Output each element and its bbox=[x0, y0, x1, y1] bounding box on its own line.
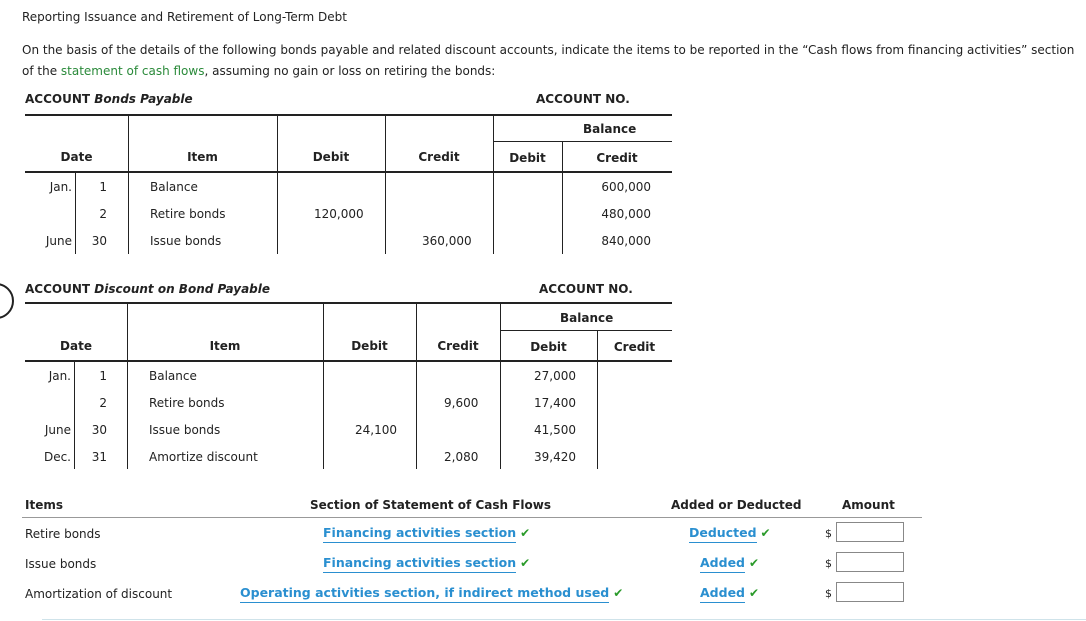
row-balance-debit: 17,400 bbox=[534, 396, 576, 410]
row-item: Balance bbox=[150, 180, 198, 194]
check-icon: ✔ bbox=[760, 526, 771, 540]
col-item: Item bbox=[187, 150, 218, 164]
ledger-rule bbox=[277, 116, 278, 254]
added-value: Added bbox=[700, 585, 745, 603]
ledger-rule bbox=[25, 114, 672, 116]
row-balance-credit: 600,000 bbox=[601, 180, 651, 194]
row-balance-credit: 840,000 bbox=[601, 234, 651, 248]
discount-account-name: Discount on Bond Payable bbox=[94, 282, 271, 296]
statement-of-cash-flows-link[interactable]: statement of cash flows bbox=[60, 64, 205, 78]
check-icon: ✔ bbox=[520, 526, 531, 540]
added-select-amortization[interactable] bbox=[700, 585, 759, 600]
check-icon: ✔ bbox=[613, 586, 624, 600]
currency-symbol: $ bbox=[825, 587, 832, 600]
row-item: Retire bonds bbox=[150, 207, 226, 221]
ledger-rule bbox=[127, 304, 128, 469]
row-month: Jan. bbox=[48, 369, 71, 383]
row-item: Retire bonds bbox=[149, 396, 225, 410]
ledger-rule bbox=[416, 304, 417, 469]
row-balance-debit: 27,000 bbox=[534, 369, 576, 383]
section-value: Financing activities section bbox=[323, 525, 516, 543]
row-debit: 120,000 bbox=[314, 207, 364, 221]
row-credit: 360,000 bbox=[422, 234, 472, 248]
row-balance-credit: 480,000 bbox=[601, 207, 651, 221]
row-day: 30 bbox=[91, 423, 107, 437]
ledger-rule bbox=[493, 116, 494, 254]
row-item: Balance bbox=[149, 369, 197, 383]
row-item: Issue bonds bbox=[150, 234, 222, 248]
row-day: 2 bbox=[99, 396, 107, 410]
ledger-rule bbox=[323, 304, 324, 469]
row-item: Amortize discount bbox=[149, 450, 258, 464]
bonds-account-name: Bonds Payable bbox=[94, 92, 193, 106]
answer-item-retire-bonds: Retire bonds bbox=[25, 527, 101, 541]
row-month: June bbox=[44, 423, 71, 437]
page-title: Reporting Issuance and Retirement of Long-Term Debt bbox=[22, 10, 347, 24]
row-day: 31 bbox=[91, 450, 107, 464]
bottom-rule bbox=[42, 619, 1086, 620]
answers-col-items: Items bbox=[25, 498, 63, 512]
section-select-amortization[interactable] bbox=[240, 585, 623, 600]
answers-col-added: Added or Deducted bbox=[671, 498, 802, 512]
col-balance-debit: Debit bbox=[530, 340, 567, 354]
row-balance-debit: 39,420 bbox=[534, 450, 576, 464]
added-value: Added bbox=[700, 555, 745, 573]
amount-input-issue-bonds[interactable] bbox=[836, 552, 904, 572]
added-select-retire-bonds[interactable] bbox=[689, 525, 771, 540]
instructions-text-1: On the basis of the details of the following bonds payable and related discount accounts, indicate the items to be reported in the “Cash flows from financing activities” section of the bbox=[22, 43, 1075, 78]
row-month: June bbox=[45, 234, 72, 248]
answers-header-rule bbox=[22, 517, 922, 518]
row-day: 30 bbox=[91, 234, 107, 248]
check-icon: ✔ bbox=[749, 586, 760, 600]
currency-symbol: $ bbox=[825, 557, 832, 570]
row-day: 1 bbox=[99, 180, 107, 194]
answer-item-amortization: Amortization of discount bbox=[25, 587, 173, 601]
amount-input-amortization[interactable] bbox=[836, 582, 904, 602]
check-icon: ✔ bbox=[520, 556, 531, 570]
col-balance: Balance bbox=[583, 122, 637, 136]
row-debit: 24,100 bbox=[355, 423, 397, 437]
account-label: ACCOUNT bbox=[25, 92, 91, 106]
ledger-rule bbox=[493, 141, 672, 142]
col-balance-credit: Credit bbox=[613, 340, 656, 354]
section-value: Operating activities section, if indirect method used bbox=[240, 585, 609, 603]
ledger-rule bbox=[385, 116, 386, 254]
bonds-account-header bbox=[25, 92, 193, 106]
col-item: Item bbox=[209, 339, 241, 353]
row-month: Jan. bbox=[49, 180, 72, 194]
row-balance-debit: 41,500 bbox=[534, 423, 576, 437]
instructions-text-2: , assuming no gain or loss on retiring the bonds: bbox=[204, 64, 496, 78]
circle-marker bbox=[0, 283, 14, 319]
row-day: 1 bbox=[99, 369, 107, 383]
col-balance-credit: Credit bbox=[596, 151, 638, 165]
col-debit: Debit bbox=[312, 150, 350, 164]
col-balance-debit: Debit bbox=[509, 151, 546, 165]
row-month: Dec. bbox=[43, 450, 71, 464]
ledger-rule bbox=[25, 171, 672, 173]
ledger-rule bbox=[500, 304, 501, 469]
col-balance: Balance bbox=[560, 311, 614, 325]
row-day: 2 bbox=[99, 207, 107, 221]
row-credit: 2,080 bbox=[444, 450, 479, 464]
col-date: Date bbox=[60, 339, 92, 353]
discount-account-no: ACCOUNT NO. bbox=[539, 282, 633, 296]
section-value: Financing activities section bbox=[323, 555, 516, 573]
section-select-issue-bonds[interactable] bbox=[323, 555, 530, 570]
answers-col-section: Section of Statement of Cash Flows bbox=[310, 498, 551, 512]
ledger-rule bbox=[25, 360, 672, 362]
ledger-rule bbox=[128, 116, 129, 254]
added-value: Deducted bbox=[689, 525, 757, 543]
col-date: Date bbox=[60, 150, 93, 164]
col-credit: Credit bbox=[437, 339, 479, 353]
instructions bbox=[22, 40, 1082, 82]
check-icon: ✔ bbox=[749, 556, 760, 570]
row-item: Issue bonds bbox=[149, 423, 221, 437]
answer-item-issue-bonds: Issue bonds bbox=[25, 557, 97, 571]
col-debit: Debit bbox=[351, 339, 388, 353]
account-label: ACCOUNT bbox=[25, 282, 91, 296]
ledger-rule bbox=[25, 302, 672, 304]
section-select-retire-bonds[interactable] bbox=[323, 525, 530, 540]
col-credit: Credit bbox=[418, 150, 460, 164]
row-credit: 9,600 bbox=[444, 396, 479, 410]
ledger-rule bbox=[500, 330, 672, 331]
discount-account-header bbox=[25, 282, 270, 296]
answers-col-amount: Amount bbox=[842, 498, 895, 512]
added-select-issue-bonds[interactable] bbox=[700, 555, 759, 570]
bonds-account-no: ACCOUNT NO. bbox=[536, 92, 630, 106]
amount-input-retire-bonds[interactable] bbox=[836, 522, 904, 542]
currency-symbol: $ bbox=[825, 527, 832, 540]
